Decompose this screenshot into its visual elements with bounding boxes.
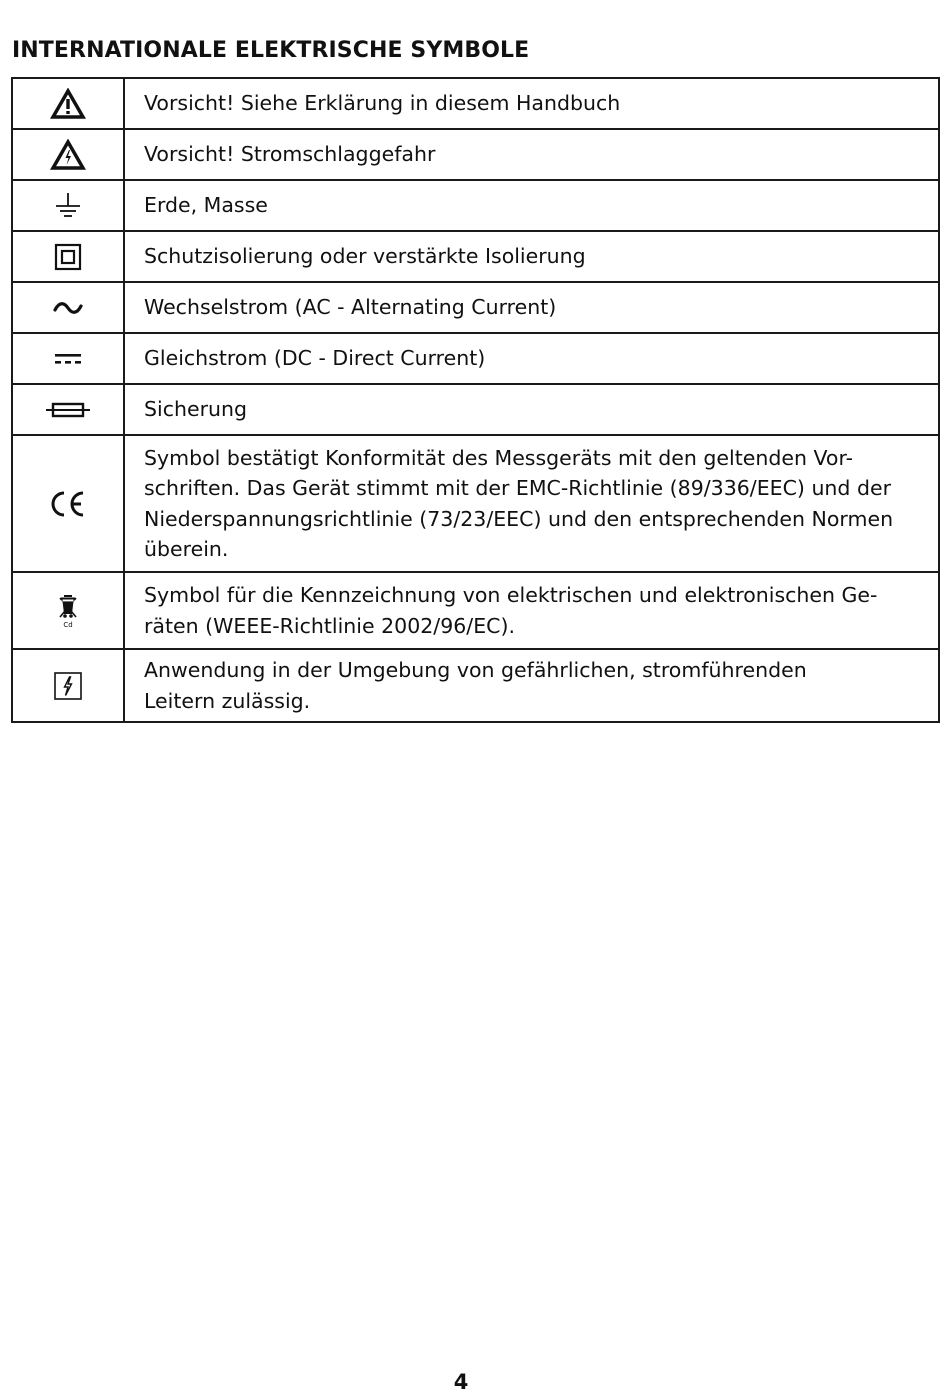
ac-icon <box>52 300 84 316</box>
symbol-cell <box>12 649 124 722</box>
symbol-description: Gleichstrom (DC - Direct Current) <box>124 333 939 384</box>
symbol-description: Vorsicht! Stromschlaggefahr <box>124 129 939 180</box>
ground-icon <box>53 191 83 221</box>
symbol-cell <box>12 78 124 129</box>
warning-triangle-icon <box>50 88 86 120</box>
symbol-description: Anwendung in der Umgebung von gefährlichen, stromführenden Leitern zulässig. <box>124 649 939 722</box>
table-row <box>12 231 939 282</box>
weee-cd-label: Cd <box>63 620 73 629</box>
symbol-cell <box>12 231 124 282</box>
symbol-description: Erde, Masse <box>124 180 939 231</box>
symbol-description: Sicherung <box>124 384 939 435</box>
fuse-icon <box>45 400 91 420</box>
ce-mark-icon <box>48 489 88 519</box>
symbol-cell <box>12 435 124 572</box>
page-title: INTERNATIONALE ELEKTRISCHE SYMBOLE <box>12 38 530 63</box>
symbol-description: Symbol bestätigt Konformität des Messgeräts mit den geltenden Vor- schriften. Das Gerät stimmt mit der EMC-Richtlinie (89/336/EEC) und der Niederspannungsrichtlinie (73/23/EEC) und den entsprechenden Normen überein. <box>124 435 939 572</box>
symbol-cell <box>12 282 124 333</box>
table-row <box>12 384 939 435</box>
symbol-cell <box>12 384 124 435</box>
double-insulation-icon <box>53 242 83 272</box>
symbol-cell <box>12 129 124 180</box>
symbol-cell <box>12 333 124 384</box>
table-row <box>12 78 939 129</box>
symbol-description: Wechselstrom (AC - Alternating Current) <box>124 282 939 333</box>
table-row <box>12 333 939 384</box>
live-conductor-icon <box>53 671 83 701</box>
symbol-description: Schutzisolierung oder verstärkte Isolierung <box>124 231 939 282</box>
table-row <box>12 649 939 722</box>
symbol-description: Vorsicht! Siehe Erklärung in diesem Handbuch <box>124 78 939 129</box>
table-row <box>12 572 939 649</box>
table-row <box>12 435 939 572</box>
symbol-cell <box>12 180 124 231</box>
dc-icon <box>52 351 84 367</box>
symbol-table <box>11 77 940 723</box>
symbol-cell <box>12 572 124 649</box>
table-row <box>12 282 939 333</box>
table-row <box>12 129 939 180</box>
table-row <box>12 180 939 231</box>
page-number: 4 <box>453 1370 469 1394</box>
shock-hazard-icon <box>50 139 86 171</box>
weee-bin-icon <box>56 593 80 629</box>
symbol-description: Symbol für die Kennzeichnung von elektrischen und elektronischen Ge- räten (WEEE-Richtlinie 2002/96/EC). <box>124 572 939 649</box>
